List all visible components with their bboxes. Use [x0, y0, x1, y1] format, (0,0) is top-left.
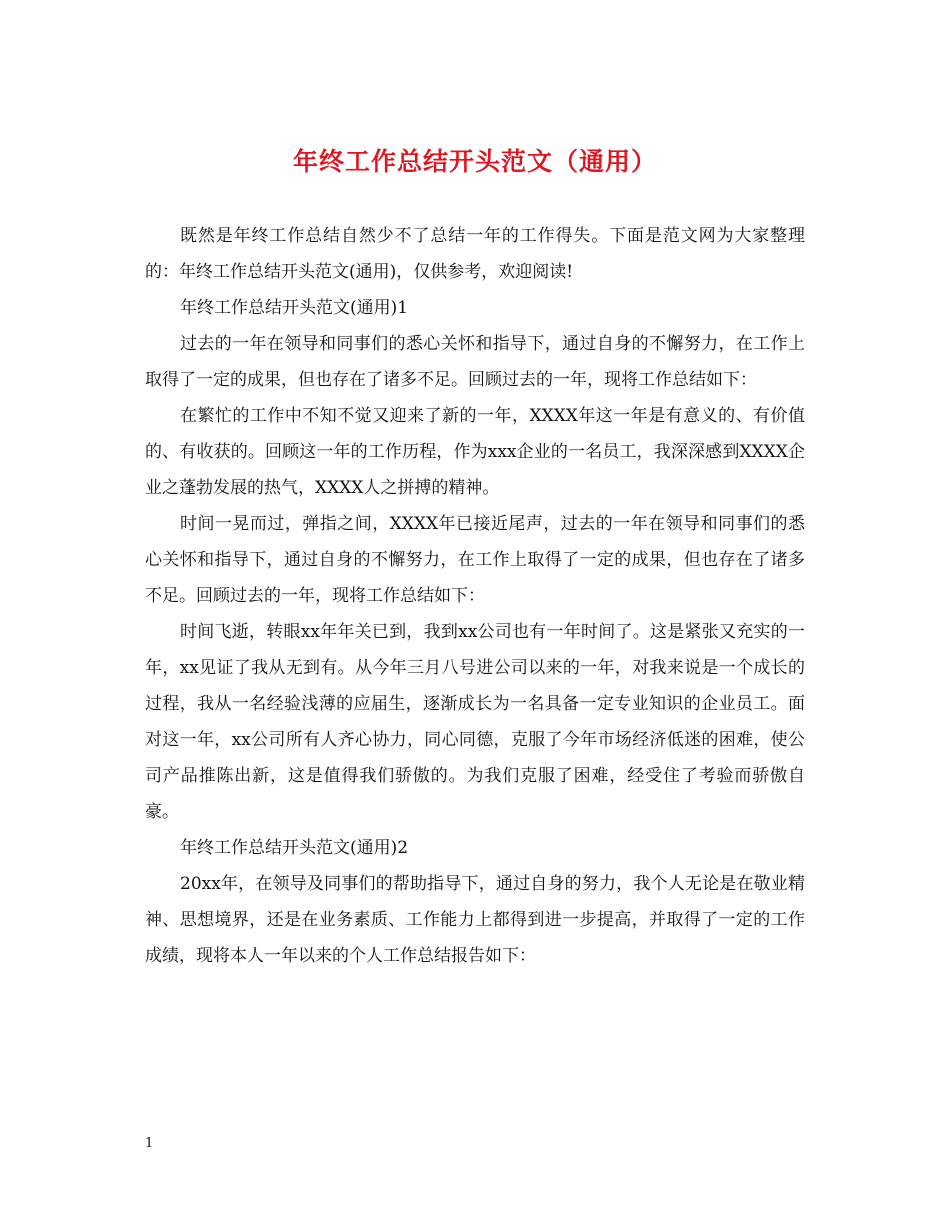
document-title: 年终工作总结开头范文（通用）	[292, 147, 657, 176]
section-heading-1: 年终工作总结开头范文(通用)1	[180, 298, 409, 318]
paragraph: 20xx年，在领导及同事们的帮助指导下，通过自身的努力，我个人无论是在敬业精神、思想境界，还是在业务素质、工作能力上都得到进一步提高，并取得了一定的工作成绩，现将本人一年以来的个人工作总结报告如下：	[145, 874, 805, 966]
paragraph: 在繁忙的工作中不知不觉又迎来了新的一年，XXXX年这一年是有意义的、有价值的、有收获的。回顾这一年的工作历程，作为xxx企业的一名员工，我深深感到XXXX企业之蓬勃发展的热气，XXXX人之拼搏的精神。	[145, 406, 805, 498]
paragraph: 时间飞逝，转眼xx年年关已到，我到xx公司也有一年时间了。这是紧张又充实的一年，xx见证了我从无到有。从今年三月八号进公司以来的一年，对我来说是一个成长的过程，我从一名经验浅薄的应届生，逐渐成长为一名具备一定专业知识的企业员工。面对这一年，xx公司所有人齐心协力，同心同德，克服了今年市场经济低迷的困难，使公司产品推陈出新，这是值得我们骄傲的。为我们克服了困难，经受住了考验而骄傲自豪。	[145, 622, 805, 822]
paragraph: 时间一晃而过，弹指之间，XXXX年已接近尾声，过去的一年在领导和同事们的悉心关怀和指导下，通过自身的不懈努力，在工作上取得了一定的成果，但也存在了诸多不足。回顾过去的一年，现将工作总结如下：	[145, 514, 805, 606]
paragraph: 过去的一年在领导和同事们的悉心关怀和指导下，通过自身的不懈努力，在工作上取得了一定的成果，但也存在了诸多不足。回顾过去的一年，现将工作总结如下：	[145, 334, 805, 390]
page-number: 1	[145, 1136, 154, 1151]
section-heading-2: 年终工作总结开头范文(通用)2	[180, 838, 409, 858]
paragraph-intro: 既然是年终工作总结自然少不了总结一年的工作得失。下面是范文网为大家整理的：年终工作总结开头范文(通用)，仅供参考，欢迎阅读!	[145, 226, 805, 282]
document-body	[145, 218, 805, 974]
